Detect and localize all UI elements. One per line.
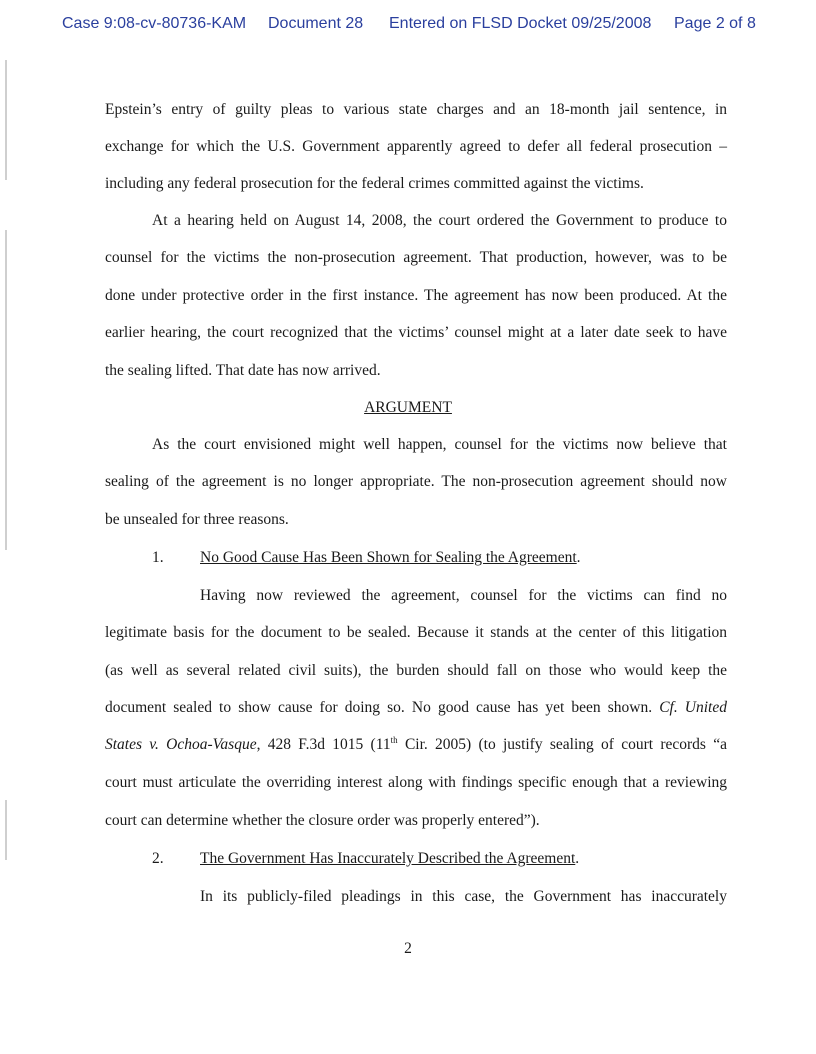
page-indicator: Page 2 of 8 [674, 15, 756, 32]
section-number: 1. [152, 549, 164, 566]
citation-text: , 428 F.3d 1015 (11 [256, 736, 391, 753]
document-number: Document 28 [268, 15, 364, 32]
paragraph-line [105, 735, 727, 755]
paragraph-line: exchange for which the U.S. Government apparently agreed to defer all federal prosecution – [105, 138, 727, 155]
citation-text: Cir. 2005) (to justify sealing of court records “a [397, 736, 728, 753]
case-number: Case 9:08-cv-80736-KAM [62, 15, 247, 32]
citation-signal: Cf. United [659, 699, 727, 716]
line-text: document sealed to show cause for doing so. No good cause has yet been shown. [105, 699, 653, 716]
paragraph-line: the sealing lifted. That date has now arrived. [105, 362, 381, 379]
section-title: The Government Has Inaccurately Described the Agreement [200, 850, 576, 867]
scan-edge-mark [5, 230, 7, 550]
section-number: 2. [152, 850, 164, 867]
paragraph-line: At a hearing held on August 14, 2008, the court ordered the Government to produce to [152, 212, 727, 229]
scan-edge-mark [5, 800, 7, 860]
paragraph-line: done under protective order in the first instance. The agreement has now been produced. At the [105, 287, 727, 304]
paragraph-line: legitimate basis for the document to be sealed. Because it stands at the center of this litigation [105, 624, 727, 641]
heading-period: . [576, 549, 581, 566]
heading-period: . [575, 850, 580, 867]
paragraph-line: including any federal prosecution for the federal crimes committed against the victims. [105, 175, 644, 192]
paragraph-line: sealing of the agreement is no longer appropriate. The non-prosecution agreement should now [105, 473, 727, 490]
paragraph-line: court can determine whether the closure order was properly entered”). [105, 812, 540, 829]
section-heading [200, 849, 727, 869]
scan-edge-mark [5, 60, 7, 180]
section-title: No Good Cause Has Been Shown for Sealing the Agreement [200, 549, 577, 566]
docket-entry: Entered on FLSD Docket 09/25/2008 [389, 15, 652, 32]
paragraph-line: In its publicly-filed pleadings in this case, the Government has inaccurately [200, 888, 727, 905]
case-name: States v. Ochoa-Vasque [105, 736, 257, 753]
section-heading [200, 548, 727, 568]
paragraph-line: court must articulate the overriding interest along with findings specific enough that a reviewing [105, 774, 727, 791]
page-number: 2 [404, 940, 412, 957]
paragraph-line: As the court envisioned might well happen, counsel for the victims now believe that [152, 436, 727, 453]
paragraph-line: be unsealed for three reasons. [105, 511, 289, 528]
argument-heading: ARGUMENT [364, 399, 452, 416]
paragraph-line: (as well as several related civil suits), the burden should fall on those who would keep the [105, 662, 727, 679]
paragraph-line: Having now reviewed the agreement, counsel for the victims can find no [200, 587, 727, 604]
paragraph-line: Epstein’s entry of guilty pleas to various state charges and an 18-month jail sentence, in [105, 101, 727, 118]
paragraph-line [105, 698, 727, 718]
paragraph-line: counsel for the victims the non-prosecution agreement. That production, however, was to be [105, 249, 727, 266]
ordinal-suffix: th [390, 734, 398, 745]
docket-header [0, 15, 816, 39]
paragraph-line: earlier hearing, the court recognized that the victims’ counsel might at a later date seek to have [105, 324, 727, 341]
